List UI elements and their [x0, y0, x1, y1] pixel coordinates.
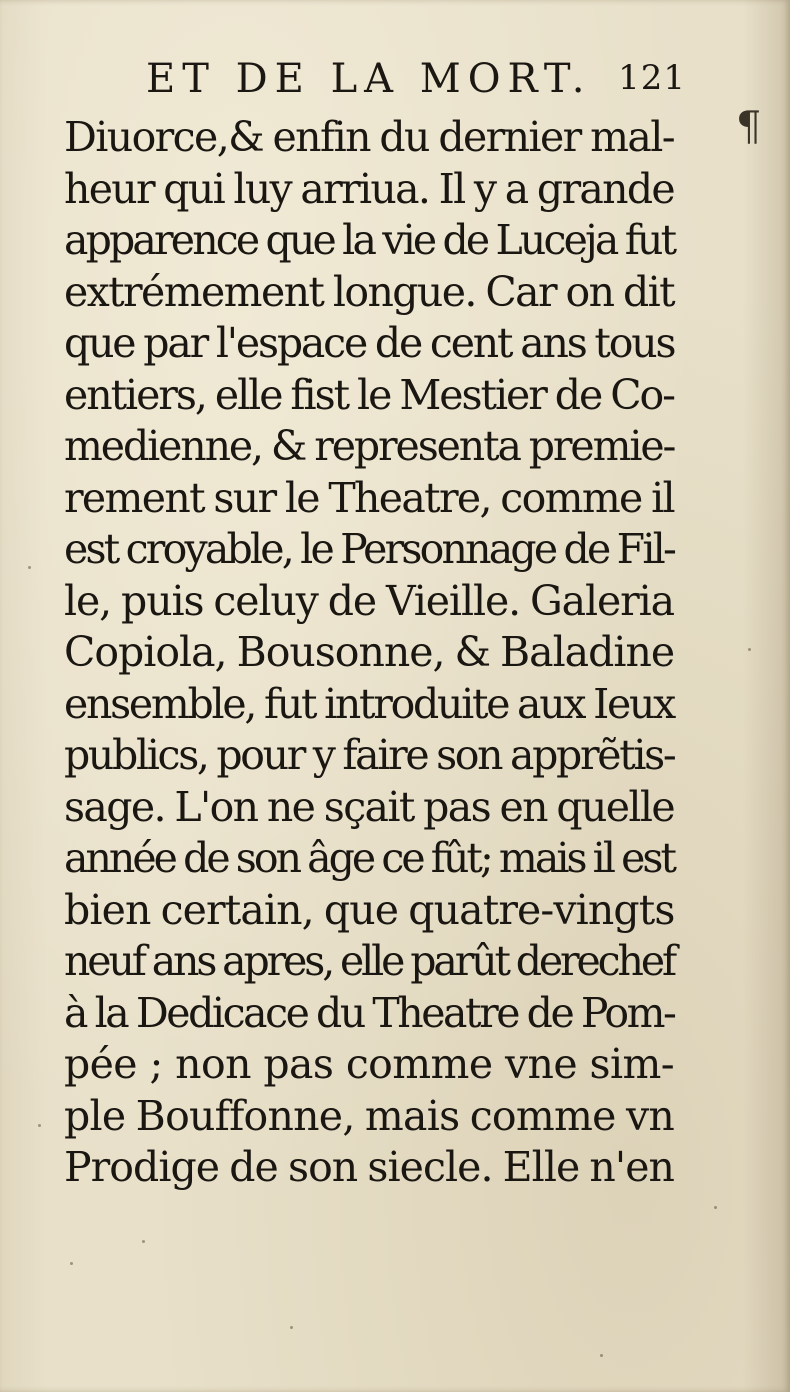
running-head: ET DE LA MORT.: [146, 56, 592, 102]
text-line: est croyable, le Personnage de Fil-: [64, 525, 674, 573]
text-line: pée ; non pas comme vne sim-: [64, 1040, 674, 1088]
text-line: medienne, & representa premie-: [64, 422, 675, 470]
text-line: rement sur le Theatre, comme il: [64, 473, 674, 522]
margin-mark: ¶: [736, 104, 762, 150]
text-line: entiers, elle fist le Mestier de Co-: [64, 370, 674, 419]
text-line: extrémement longue. Car on dit: [64, 267, 674, 316]
text-line: Diuorce,& enfin du dernier mal-: [64, 113, 674, 161]
text-line: Prodige de son siecle. Elle n'en: [64, 1143, 674, 1191]
page-number: 121: [618, 58, 686, 98]
text-line: heur qui luy arriua. Il y a grande: [64, 164, 674, 213]
text-line: à la Dedicace du Theatre de Pom-: [64, 988, 675, 1037]
text-line: neuf ans apres, elle parût derechef: [64, 937, 675, 985]
page-header: [146, 56, 686, 112]
text-line: publics, pour y faire son apprẽtis-: [64, 731, 675, 779]
scan-border: [790, 0, 800, 1392]
text-line: ensemble, fut introduite aux Ieux: [64, 679, 674, 728]
text-line: que par l'espace de cent ans tous: [64, 319, 675, 367]
text-line: Copiola, Bousonne, & Baladine: [64, 628, 675, 676]
text-line: année de son âge ce fût; mais il est: [64, 834, 674, 882]
text-line: bien certain, que quatre-vingts: [64, 885, 675, 934]
body-text: [64, 112, 674, 1194]
text-line: sage. L'on ne sçait pas en quelle: [64, 782, 674, 831]
text-line: ple Bouffonne, mais comme vn: [64, 1091, 675, 1140]
text-line: le, puis celuy de Vieille. Galeria: [64, 576, 675, 625]
text-line: apparence que la vie de Luceja fut: [64, 216, 675, 264]
